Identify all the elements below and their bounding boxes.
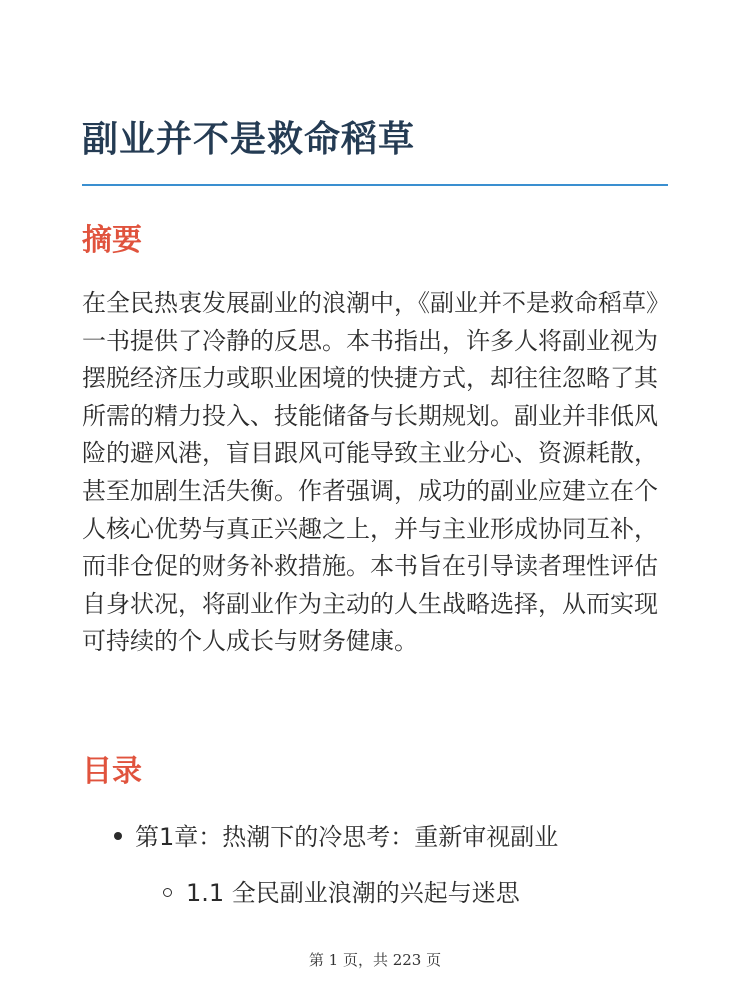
bullet-circle-icon [163, 888, 172, 897]
abstract-heading: 摘要 [82, 223, 142, 258]
page-footer: 第 1 页，共 223 页 [308, 951, 442, 969]
toc-item-section-1-1[interactable] [163, 876, 520, 910]
toc-item-label: 第1章：热潮下的冷思考：重新审视副业 [135, 823, 559, 851]
toc-heading: 目录 [82, 754, 142, 789]
document-title: 副业并不是救命稻草 [82, 119, 416, 160]
bullet-disc-icon [114, 832, 122, 840]
toc-item-label: 1.1 全民副业浪潮的兴起与迷思 [186, 879, 520, 907]
toc-item-chapter-1[interactable] [114, 820, 558, 854]
abstract-text: 在全民热衷发展副业的浪潮中，《副业并不是救命稻草》一书提供了冷静的反思。本书指出，许多人将副业视为摆脱经济压力或职业困境的快捷方式，却往往忽略了其所需的精力投入、技能储备与长期规划。副业并非低风险的避风港，盲目跟风可能导致主业分心、资源耗散，甚至加剧生活失衡。作者强调，成功的副业应建立在个人核心优势与真正兴趣之上，并与主业形成协同互补，而非仓促的财务补救措施。本书旨在引导读者理性评估自身状况，将副业作为主动的人生战略选择，从而实现可持续的个人成长与财务健康。 [82, 289, 670, 656]
title-divider [82, 184, 668, 186]
